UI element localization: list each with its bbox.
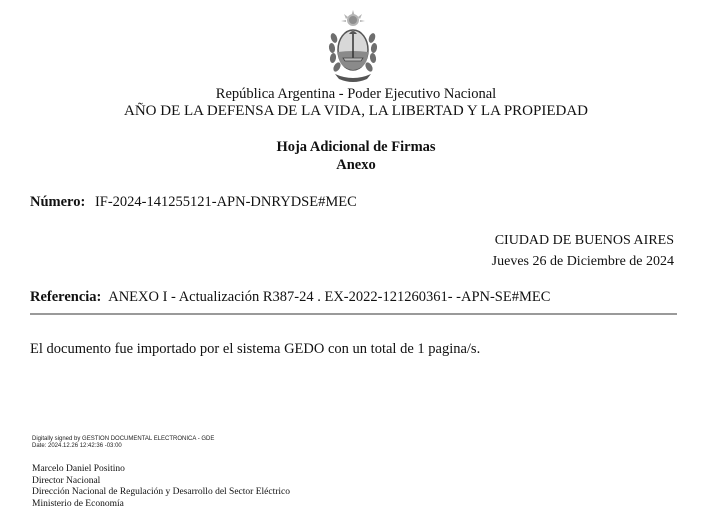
document-number (30, 194, 357, 211)
reference (30, 289, 550, 306)
referencia-label: Referencia: (30, 289, 102, 305)
header-year-motto: AÑO DE LA DEFENSA DE LA VIDA, LA LIBERTAD Y LA PROPIEDAD (123, 103, 588, 119)
date-text: Jueves 26 de Diciembre de 2024 (491, 254, 674, 269)
signer-name: Marcelo Daniel Positino (32, 464, 125, 474)
signer-ministry: Ministerio de Economía (32, 498, 124, 509)
digital-signature-stamp (32, 436, 214, 450)
argentina-coat-of-arms-icon (327, 10, 379, 84)
digital-signature-line: Digitally signed by GESTION DOCUMENTAL ELECTRONICA - GDE (32, 436, 215, 442)
body-paragraph: El documento fue importado por el sistema GEDO con un total de 1 pagina/s. (30, 341, 481, 357)
numero-label: Número: (30, 194, 86, 210)
location-text: CIUDAD DE BUENOS AIRES (494, 233, 674, 248)
digital-signature-date: Date: 2024.12.26 12:42:36 -03:00 (32, 443, 122, 449)
signer-block (32, 464, 290, 510)
referencia-value: ANEXO I - Actualización R387-24 . EX-2022-121260361- -APN-SE#MEC (108, 289, 551, 305)
signer-role: Director Nacional (32, 475, 101, 486)
document-title: Hoja Adicional de Firmas (276, 139, 436, 155)
numero-value: IF-2024-141255121-APN-DNRYDSE#MEC (94, 194, 357, 210)
document-subtitle: Anexo (336, 157, 376, 173)
signer-department: Dirección Nacional de Regulación y Desarrollo del Sector Eléctrico (32, 487, 290, 497)
horizontal-divider (30, 313, 677, 315)
header-republic-line: República Argentina - Poder Ejecutivo Nacional (215, 86, 497, 102)
